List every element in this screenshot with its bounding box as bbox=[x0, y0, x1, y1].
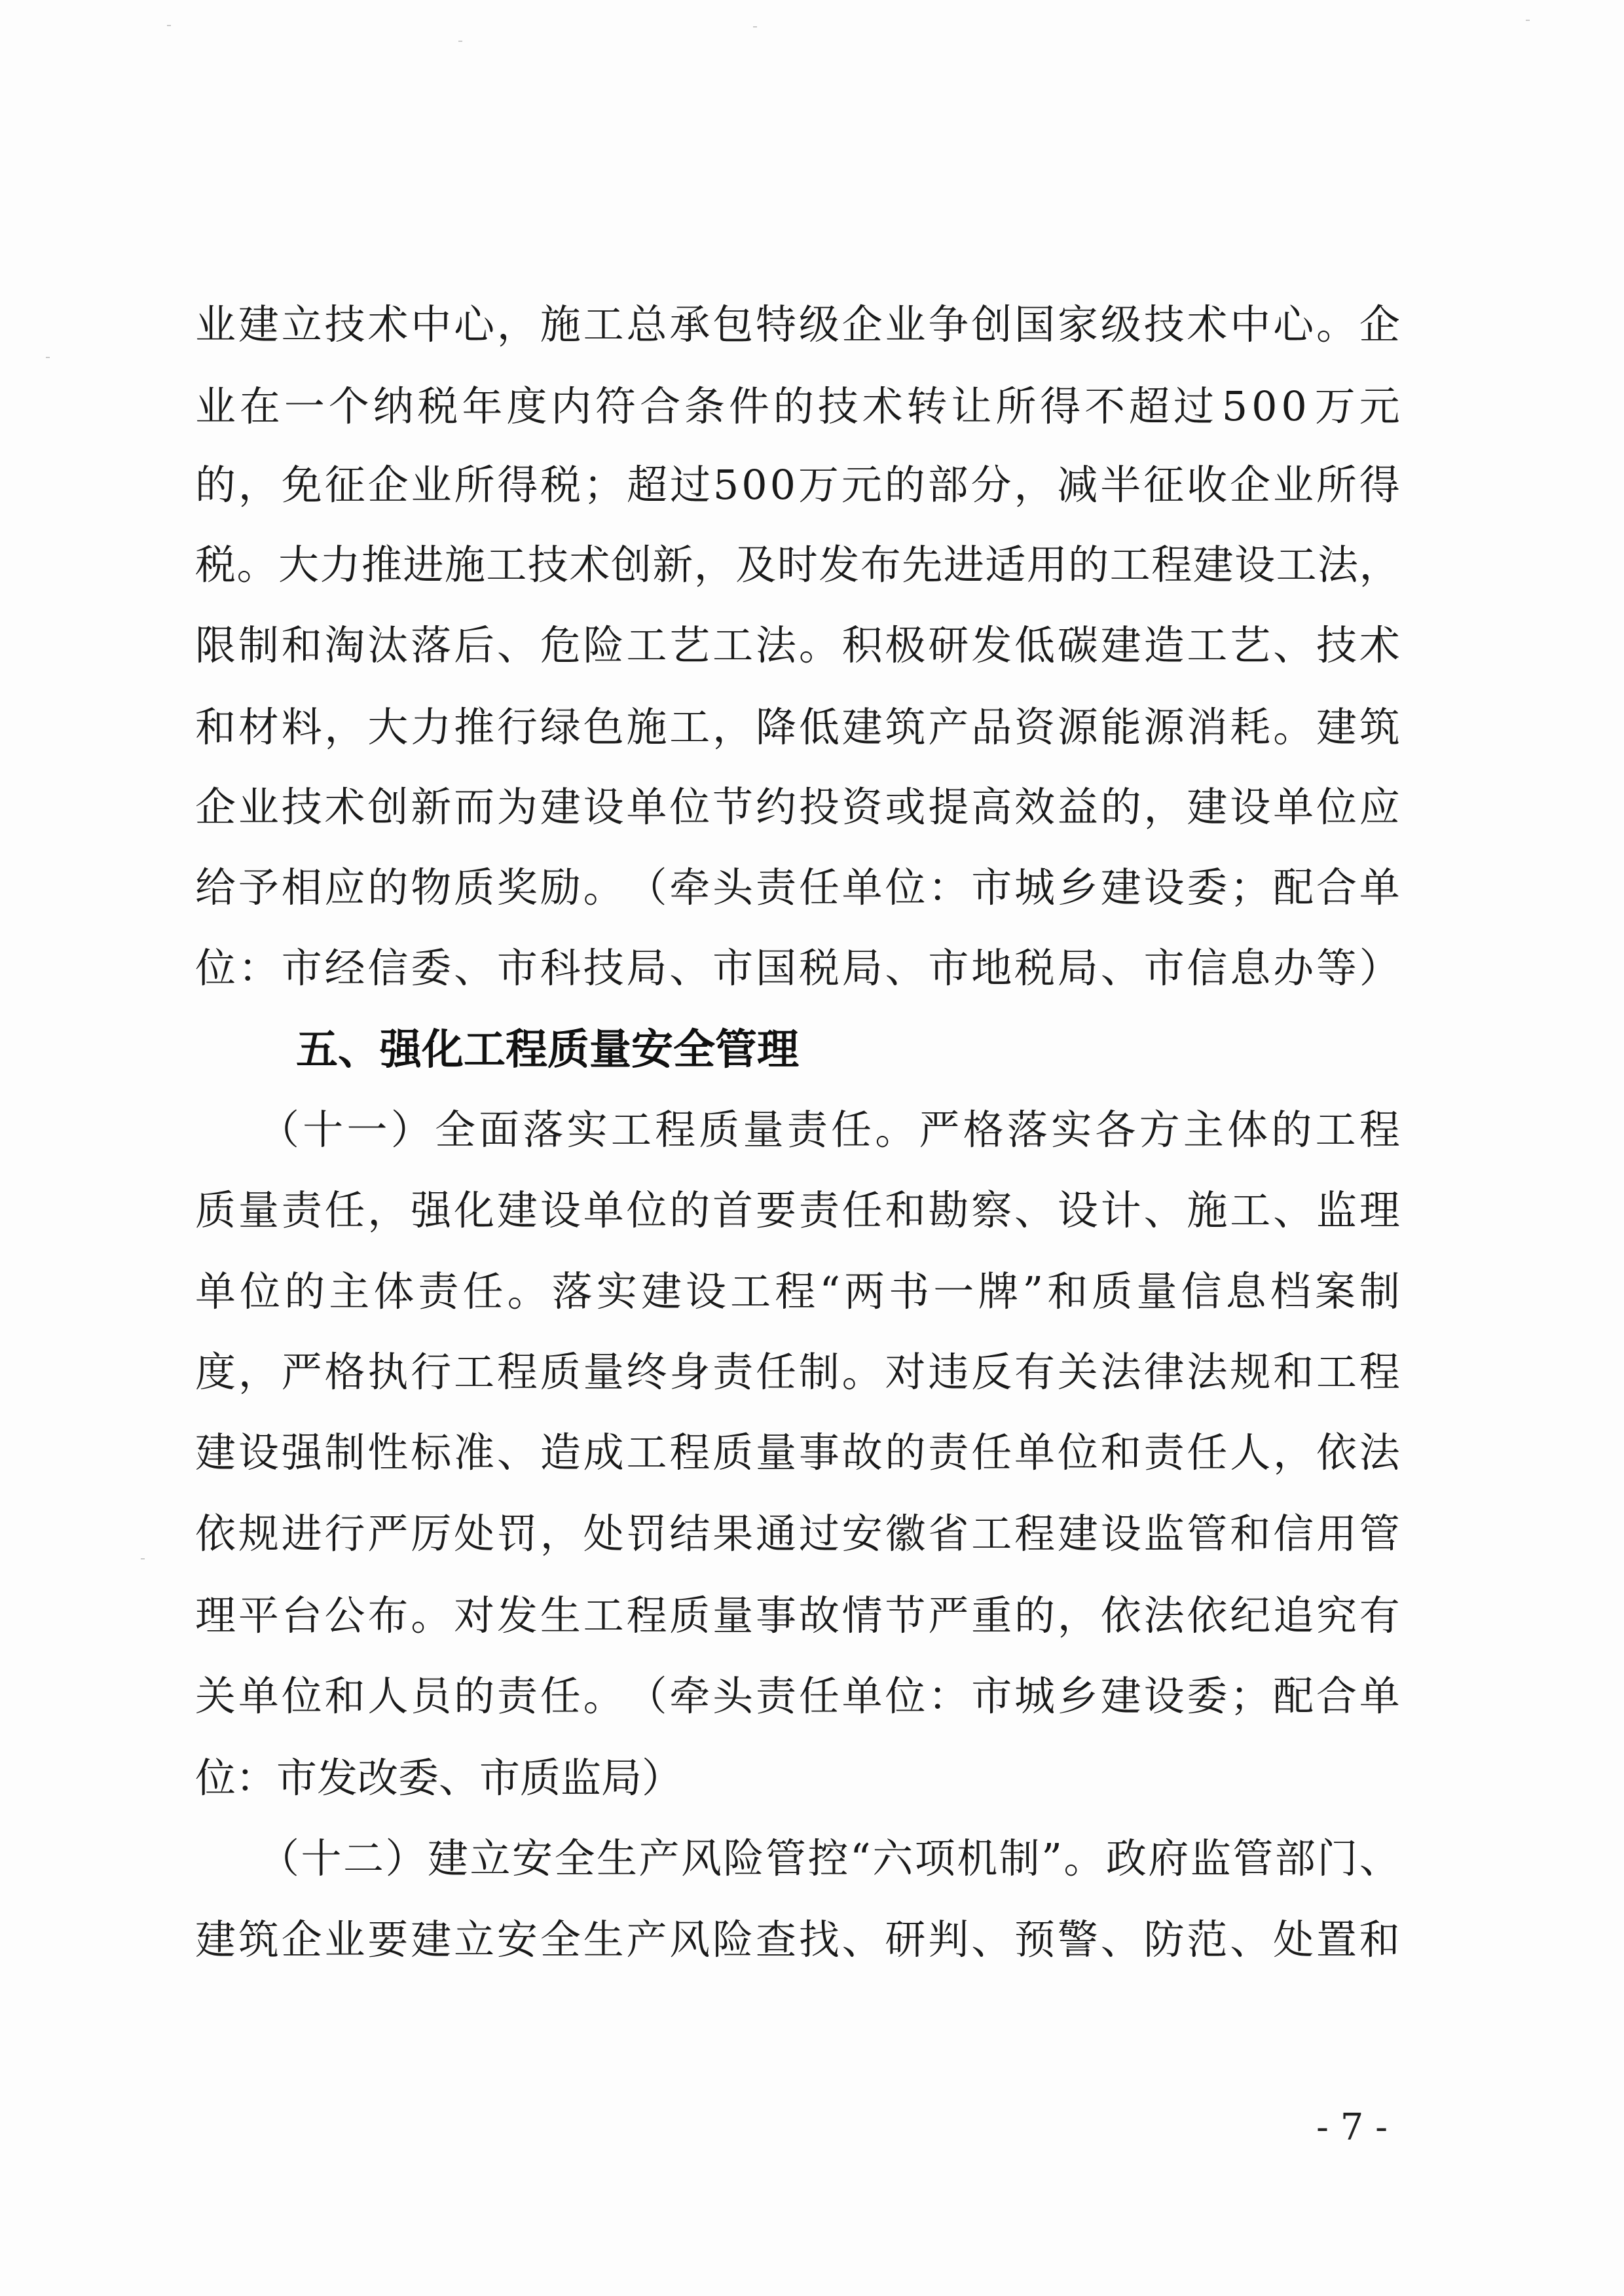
scan-speck bbox=[141, 1558, 145, 1559]
body-line: 度 ， 严 格 执 行 工 程 质 量 终 身 责 任 制 。 对 违 反 有 关 法 律 法 规 和 工 程 bbox=[195, 1348, 1400, 1396]
body-line: 业 在 一 个 纳 税 年 度 内 符 合 条 件 的 技 术 转 让 所 得 不 超 过 5 0 0 万 元 bbox=[195, 382, 1400, 430]
scan-speck bbox=[753, 26, 757, 27]
body-line: 位：市发改委、市质监局） bbox=[195, 1754, 683, 1802]
scan-speck bbox=[1526, 20, 1530, 21]
body-line: 质 量 责 任 ， 强 化 建 设 单 位 的 首 要 责 任 和 勘 察 、 设 计 、 施 工 、 监 理 bbox=[195, 1186, 1400, 1234]
body-line: 依 规 进 行 严 厉 处 罚 ， 处 罚 结 果 通 过 安 徽 省 工 程 建 设 监 管 和 信 用 管 bbox=[195, 1510, 1400, 1558]
scan-speck bbox=[46, 357, 50, 358]
scan-speck bbox=[167, 25, 171, 26]
body-line: 理 平 台 公 布 。 对 发 生 工 程 质 量 事 故 情 节 严 重 的 ， 依 法 依 纪 追 究 有 bbox=[195, 1592, 1400, 1639]
body-line: 税 。 大 力 推 进 施 工 技 术 创 新 ， 及 时 发 布 先 进 适 用 的 工 程 建 设 工 法 ， bbox=[195, 541, 1400, 589]
body-line: 给 予 相 应 的 物 质 奖 励 。 （ 牵 头 责 任 单 位 ： 市 城 乡 建 设 委 ； 配 合 单 bbox=[195, 864, 1400, 911]
body-line: 和 材 料 ， 大 力 推 行 绿 色 施 工 ， 降 低 建 筑 产 品 资 源 能 源 消 耗 。 建 筑 bbox=[195, 703, 1400, 751]
body-line: 建 设 强 制 性 标 准 、 造 成 工 程 质 量 事 故 的 责 任 单 位 和 责 任 人 ， 依 法 bbox=[195, 1429, 1400, 1476]
section-heading: 五、强化工程质量安全管理 bbox=[296, 1026, 799, 1074]
body-line: 单 位 的 主 体 责 任 。 落 实 建 设 工 程 “ 两 书 一 牌 ” 和 质 量 信 息 档 案 制 bbox=[195, 1267, 1400, 1315]
body-line: 位 ： 市 经 信 委 、 市 科 技 局 、 市 国 税 局 、 市 地 税 局 、 市 信 息 办 等 ） bbox=[195, 944, 1400, 992]
paragraph-first-line: （ 十 一 ） 全 面 落 实 工 程 质 量 责 任 。 严 格 落 实 各 方 主 体 的 工 程 bbox=[259, 1106, 1400, 1154]
body-line: 建 筑 企 业 要 建 立 安 全 生 产 风 险 查 找 、 研 判 、 预 警 、 防 范 、 处 置 和 bbox=[195, 1916, 1400, 1963]
page-number: - 7 - bbox=[1316, 2106, 1388, 2149]
body-line: 关 单 位 和 人 员 的 责 任 。 （ 牵 头 责 任 单 位 ： 市 城 乡 建 设 委 ； 配 合 单 bbox=[195, 1672, 1400, 1720]
body-line: 业 建 立 技 术 中 心 ， 施 工 总 承 包 特 级 企 业 争 创 国 家 级 技 术 中 心 。 企 bbox=[195, 301, 1400, 348]
body-line: 限 制 和 淘 汰 落 后 、 危 险 工 艺 工 法 。 积 极 研 发 低 碳 建 造 工 艺 、 技 术 bbox=[195, 621, 1400, 669]
body-line: 的 ， 免 征 企 业 所 得 税 ； 超 过 5 0 0 万 元 的 部 分 ， 减 半 征 收 企 业 所 得 bbox=[195, 461, 1400, 509]
paragraph-first-line: （ 十 二 ） 建 立 安 全 生 产 风 险 管 控 “ 六 项 机 制 ” 。 政 府 监 管 部 门 、 bbox=[259, 1834, 1400, 1882]
scan-speck bbox=[458, 41, 462, 42]
body-line: 企 业 技 术 创 新 而 为 建 设 单 位 节 约 投 资 或 提 高 效 益 的 ， 建 设 单 位 应 bbox=[195, 783, 1400, 831]
